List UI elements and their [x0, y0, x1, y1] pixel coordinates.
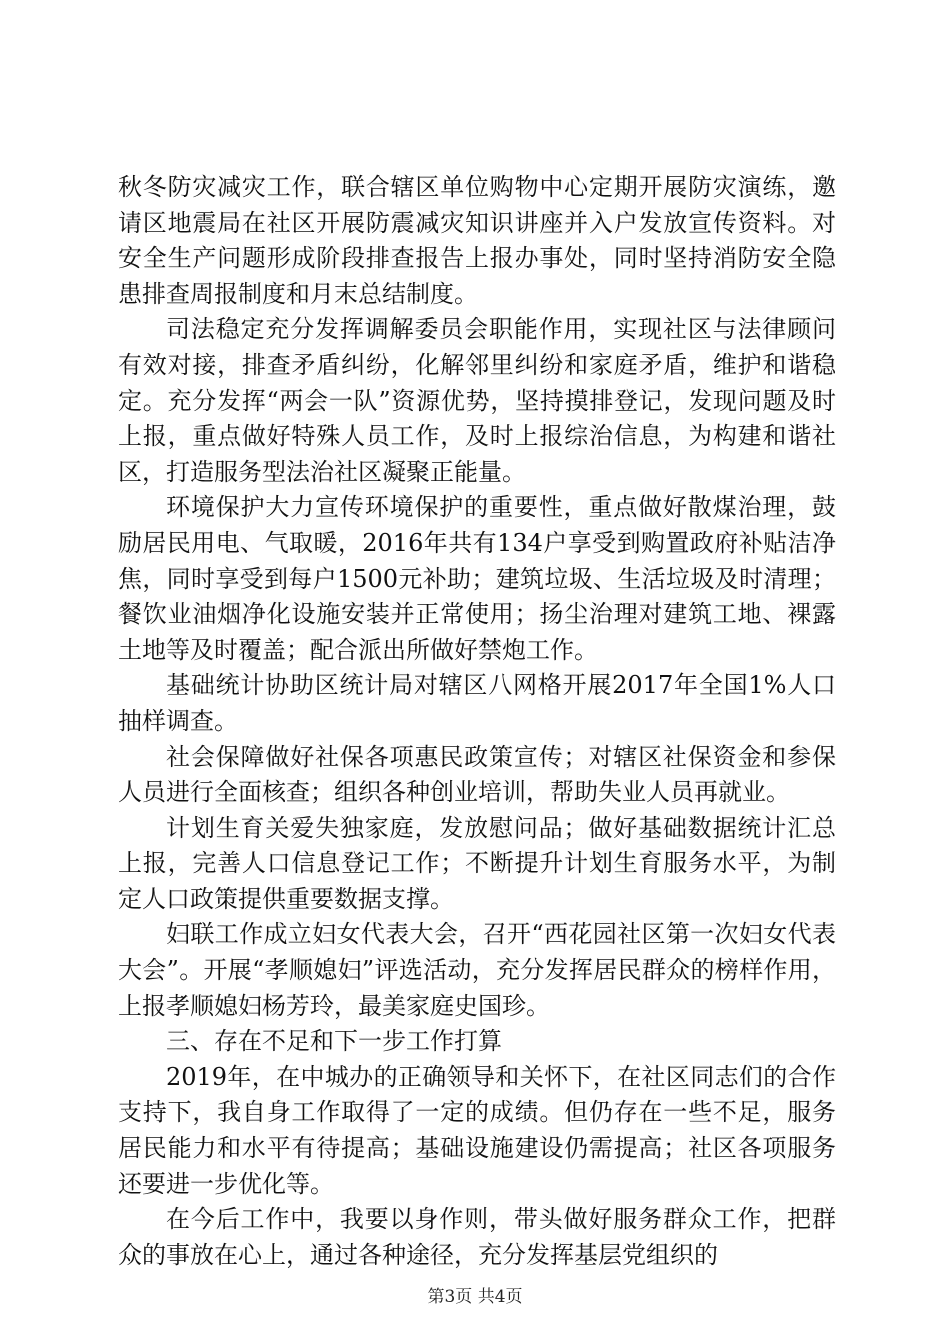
section-heading-shortcomings: 三、存在不足和下一步工作打算: [166, 1027, 502, 1056]
paragraph-2019-summary: 2019年，在中城办的正确领导和关怀下，在社区同志们的合作支持下，我自身工作取得了一定的成绩。但仍存在一些不足，服务居民能力和水平有待提高；基础设施建设仍需提高；社区各项服务还要进一步优化等。: [118, 1062, 836, 1198]
paragraph-disaster-prevention: 秋冬防灾减灾工作，联合辖区单位购物中心定期开展防灾演练，邀请区地震局在社区开展防震减灾知识讲座并入户发放宣传资料。对安全生产问题形成阶段排查报告上报办事处，同时坚持消防安全隐患排查周报制度和月末总结制度。: [118, 173, 836, 308]
paragraph-future-work: 在今后工作中，我要以身作则，带头做好服务群众工作，把群众的事放在心上，通过各种途径，充分发挥基层党组织的: [118, 1205, 836, 1269]
paragraph-womens-federation: 妇联工作成立妇女代表大会，召开“西花园社区第一次妇女代表大会”。开展“孝顺媳妇”评选活动，充分发挥居民群众的榜样作用，上报孝顺媳妇杨芳玲，最美家庭史国珍。: [118, 920, 836, 1020]
document-body: [118, 170, 836, 1273]
paragraph-basic-statistics: 基础统计协助区统计局对辖区八网格开展2017年全国1%人口抽样调查。: [118, 671, 836, 735]
paragraph-environmental-protection: 环境保护大力宣传环境保护的重要性，重点做好散煤治理，鼓励居民用电、气取暖，2016年共有134户享受到购置政府补贴洁净焦，同时享受到每户1500元补助；建筑垃圾、生活垃圾及时清理；餐饮业油烟净化设施安装并正常使用；扬尘治理对建筑工地、裸露土地等及时覆盖；配合派出所做好禁炮工作。: [118, 493, 836, 664]
paragraph-social-security: 社会保障做好社保各项惠民政策宣传；对辖区社保资金和参保人员进行全面核查；组织各种创业培训，帮助失业人员再就业。: [118, 742, 836, 807]
paragraph-judicial-stability: 司法稳定充分发挥调解委员会职能作用，实现社区与法律顾问有效对接，排查矛盾纠纷，化解邻里纠纷和家庭矛盾，维护和谐稳定。充分发挥“两会一队”资源优势，坚持摸排登记，发现问题及时上报，重点做好特殊人员工作，及时上报综治信息，为构建和谐社区，打造服务型法治社区凝聚正能量。: [118, 315, 836, 486]
paragraph-family-planning: 计划生育关爱失独家庭，发放慰问品；做好基础数据统计汇总上报，完善人口信息登记工作；不断提升计划生育服务水平，为制定人口政策提供重要数据支撑。: [118, 813, 836, 913]
page-number-footer: 第3页 共4页: [427, 1287, 523, 1307]
